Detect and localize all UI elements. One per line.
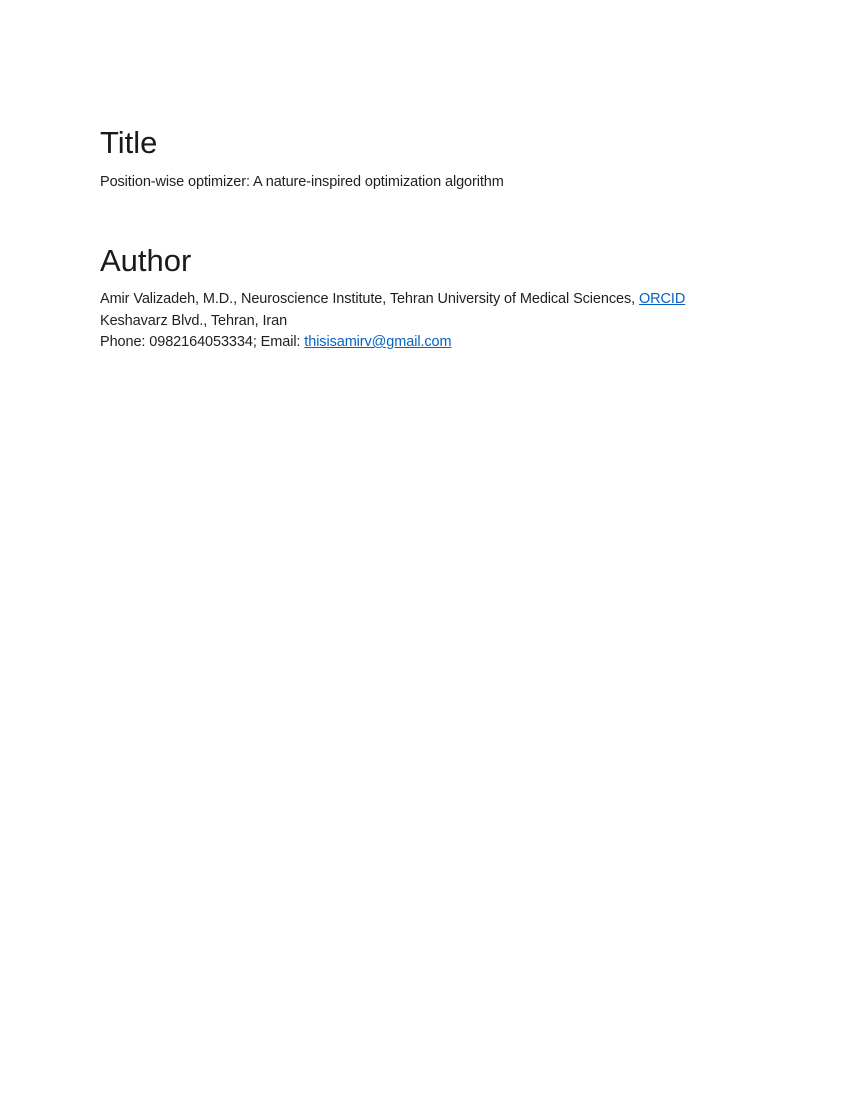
- orcid-link[interactable]: ORCID: [638, 291, 686, 307]
- author-contact-text: Phone: 0982164053334; Email:: [100, 334, 305, 350]
- title-section-heading: Title: [100, 125, 158, 160]
- author-affiliation-text: Amir Valizadeh, M.D., Neuroscience Institute, Tehran University of Medical Sciences,: [100, 291, 639, 307]
- author-details-paragraph: [100, 289, 720, 354]
- author-address-text: Keshavarz Blvd., Tehran, Iran: [100, 312, 288, 329]
- paper-title-text: Position-wise optimizer: A nature-inspired optimization algorithm: [100, 174, 504, 190]
- email-link[interactable]: thisisamirv@gmail.com: [304, 334, 452, 350]
- author-section-heading: Author: [100, 243, 192, 278]
